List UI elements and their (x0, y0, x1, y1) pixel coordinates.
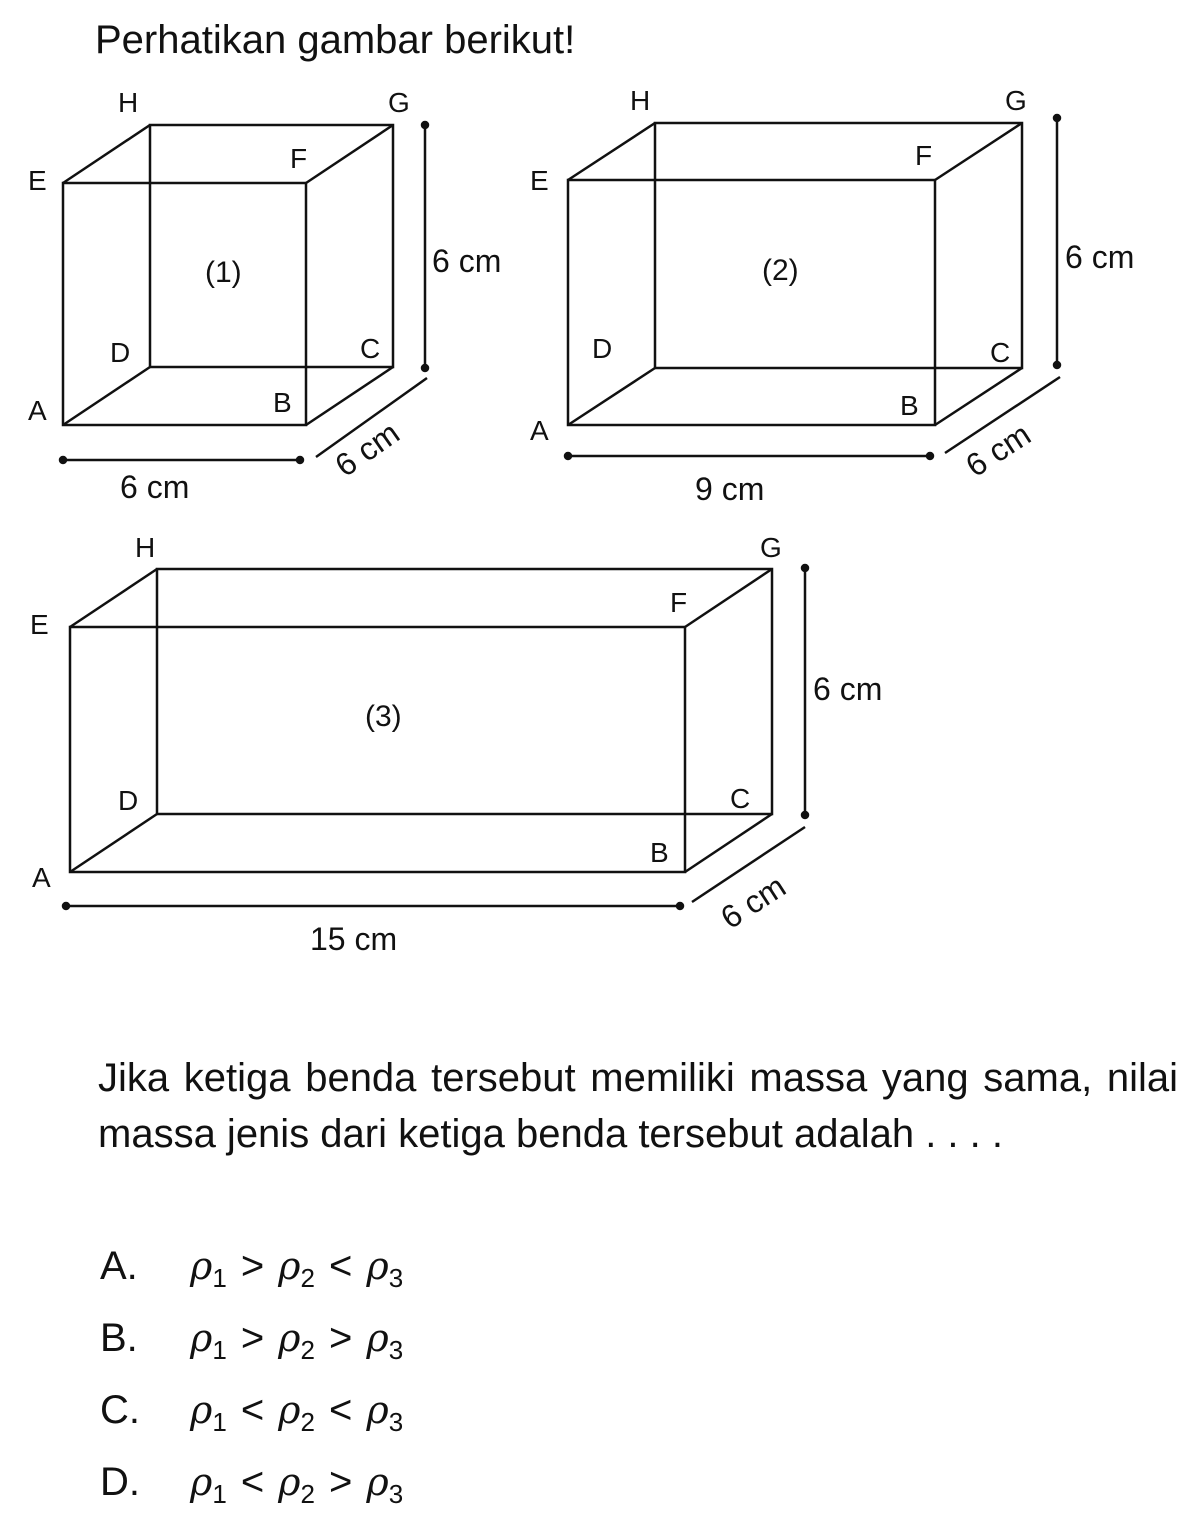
subscript: 3 (388, 1334, 404, 1365)
figure-3-box (30, 532, 882, 957)
answer-options (100, 1230, 411, 1518)
rho-symbol: ρ (366, 1316, 389, 1360)
rho-symbol: ρ (278, 1460, 301, 1504)
vertex-F: F (915, 140, 933, 171)
comparison-operator: > (328, 1315, 353, 1360)
comparison-operator: < (328, 1243, 353, 1288)
figure-2-box (530, 85, 1134, 507)
vertex-F: F (290, 143, 308, 174)
comparison-operator: < (240, 1459, 265, 1504)
vertex-D: D (118, 785, 139, 816)
length-label: 6 cm (120, 469, 190, 505)
option-letter: D. (100, 1459, 140, 1504)
rho-symbol: ρ (278, 1244, 301, 1288)
subscript: 3 (388, 1262, 404, 1293)
rho-symbol: ρ (366, 1244, 389, 1288)
length-label: 9 cm (695, 471, 765, 507)
vertex-G: G (1005, 85, 1027, 116)
comparison-operator: < (328, 1387, 353, 1432)
option-c[interactable] (100, 1374, 411, 1446)
question-text: Jika ketiga benda tersebut memiliki massa yang sama, nilai massa jenis dari ketiga benda tersebut adalah . . . . (98, 1056, 1178, 1156)
subscript: 2 (300, 1406, 315, 1437)
vertex-C: C (990, 337, 1011, 368)
width-label: 6 cm (714, 867, 792, 936)
vertex-G: G (760, 532, 782, 563)
vertex-F: F (670, 587, 688, 618)
subscript: 3 (388, 1406, 404, 1437)
vertex-B: B (650, 837, 669, 868)
subscript: 1 (212, 1334, 227, 1365)
figure-1-cube (28, 87, 501, 505)
vertex-D: D (592, 333, 613, 364)
option-letter: B. (100, 1315, 138, 1360)
width-label: 6 cm (959, 415, 1037, 484)
vertex-D: D (110, 337, 131, 368)
vertex-A: A (32, 862, 51, 893)
height-label: 6 cm (813, 671, 883, 707)
vertex-A: A (28, 395, 47, 426)
vertex-B: B (273, 387, 292, 418)
vertex-H: H (630, 85, 651, 116)
length-label: 15 cm (310, 921, 398, 957)
option-a[interactable] (100, 1230, 411, 1302)
vertex-H: H (118, 87, 139, 118)
subscript: 2 (300, 1334, 315, 1365)
rho-symbol: ρ (278, 1316, 301, 1360)
instruction-title: Perhatikan gambar berikut! (95, 18, 576, 62)
vertex-C: C (730, 783, 751, 814)
subscript: 1 (212, 1262, 227, 1293)
vertex-B: B (900, 390, 919, 421)
vertex-E: E (30, 609, 49, 640)
vertex-E: E (28, 165, 47, 196)
vertex-E: E (530, 165, 549, 196)
rho-symbol: ρ (366, 1460, 389, 1504)
rho-symbol: ρ (366, 1388, 389, 1432)
figure-label: (2) (762, 254, 799, 287)
vertex-G: G (388, 87, 410, 118)
subscript: 1 (212, 1406, 227, 1437)
subscript: 3 (388, 1478, 404, 1509)
subscript: 2 (300, 1478, 315, 1509)
rho-symbol: ρ (190, 1460, 213, 1504)
height-label: 6 cm (432, 243, 502, 279)
option-letter: C. (100, 1387, 140, 1432)
option-letter: A. (100, 1243, 138, 1288)
comparison-operator: < (240, 1387, 265, 1432)
comparison-operator: > (328, 1459, 353, 1504)
subscript: 1 (212, 1478, 227, 1509)
figure-label: (1) (205, 256, 242, 289)
vertex-C: C (360, 333, 381, 364)
vertex-A: A (530, 415, 549, 446)
option-d[interactable] (100, 1446, 411, 1518)
option-b[interactable] (100, 1302, 411, 1374)
vertex-H: H (135, 532, 156, 563)
width-label: 6 cm (328, 414, 406, 484)
rho-symbol: ρ (190, 1388, 213, 1432)
rho-symbol: ρ (190, 1316, 213, 1360)
rho-symbol: ρ (190, 1244, 213, 1288)
subscript: 2 (300, 1262, 315, 1293)
figure-label: (3) (365, 700, 402, 733)
rho-symbol: ρ (278, 1388, 301, 1432)
comparison-operator: > (240, 1315, 265, 1360)
height-label: 6 cm (1065, 239, 1135, 275)
comparison-operator: > (240, 1243, 265, 1288)
